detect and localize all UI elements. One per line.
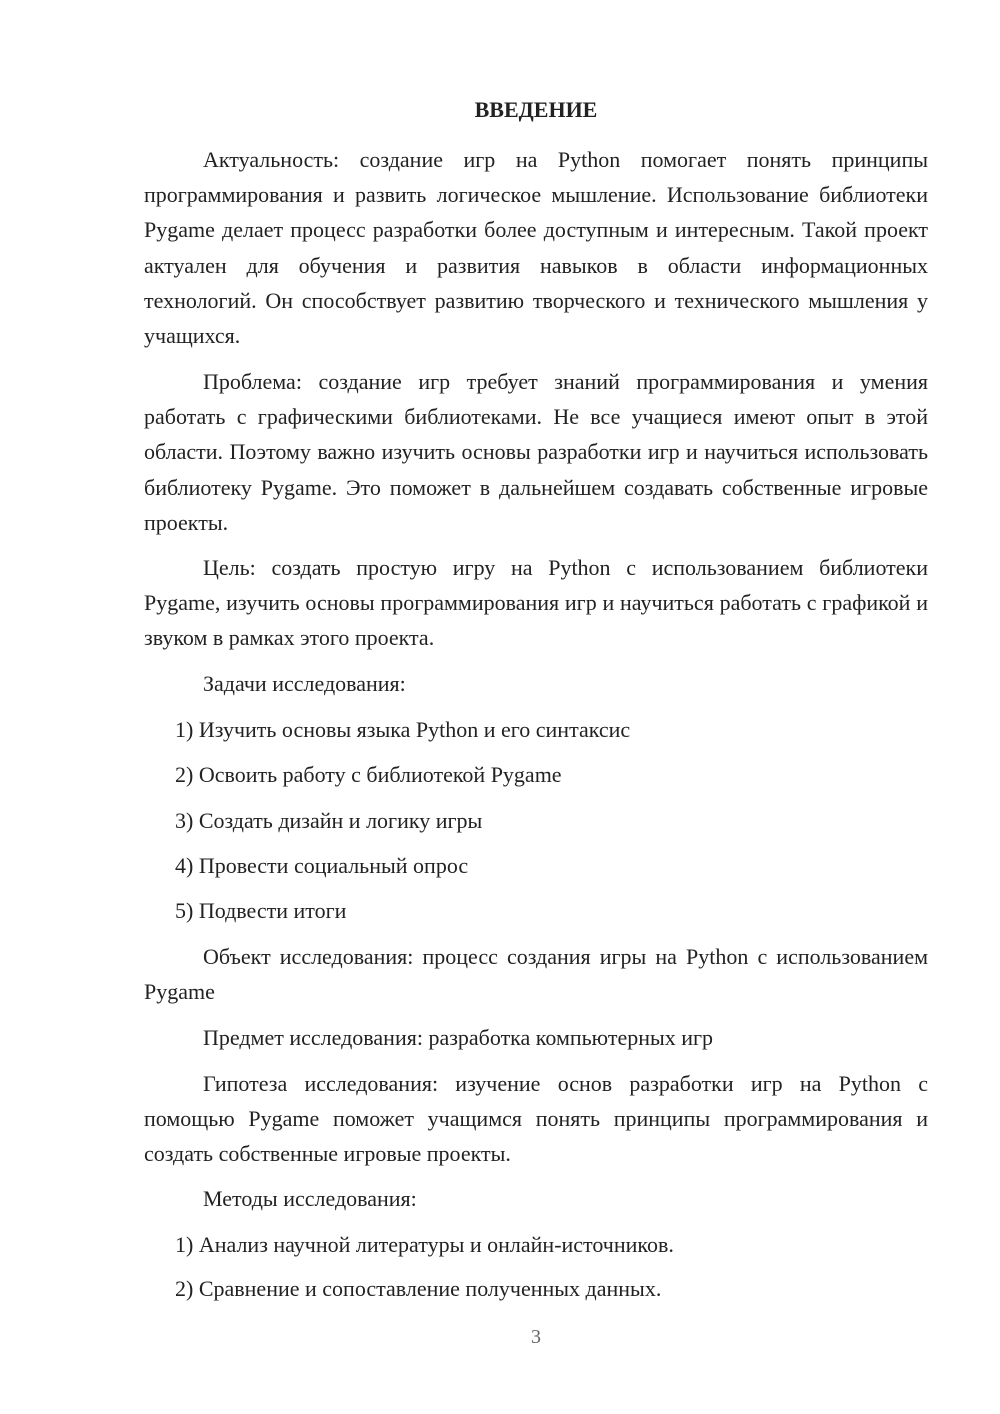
paragraph-hypothesis: Гипотеза исследования: изучение основ разработки игр на Python с помощью Pygame поможет учащимся понять принципы программирования и создать собственные игровые проекты.: [144, 1071, 928, 1167]
task-item-1: 1) Изучить основы языка Python и его синтаксис: [175, 717, 631, 742]
task-item-5: 5) Подвести итоги: [175, 898, 347, 923]
task-item-2: 2) Освоить работу с библиотекой Pygame: [175, 762, 562, 787]
page-title: ВВЕДЕНИЕ: [474, 97, 598, 122]
paragraph-problem: Проблема: создание игр требует знаний программирования и умения работать с графическими библиотеками. Не все учащиеся имеют опыт в этой области. Поэтому важно изучить основы разработки игр и научиться использовать библиотеку Pygame. Это поможет в дальнейшем создавать собственные игровые проекты.: [144, 369, 928, 535]
task-item-3: 3) Создать дизайн и логику игры: [175, 808, 483, 833]
paragraph-relevance: Актуальность: создание игр на Python помогает понять принципы программирования и развить логическое мышление. Использование библиотеки Pygame делает процесс разработки более доступным и интересным. Такой проект актуален для обучения и развития навыков в области информационных технологий. Он способствует развитию творческого и технического мышления у учащихся.: [144, 147, 928, 349]
paragraph-goal: Цель: создать простую игру на Python с использованием библиотеки Pygame, изучить основы программирования игр и научиться работать с графикой и звуком в рамках этого проекта.: [144, 555, 928, 651]
paragraph-subject: Предмет исследования: разработка компьютерных игр: [203, 1025, 714, 1050]
page-number: 3: [531, 1326, 541, 1348]
method-item-2: 2) Сравнение и сопоставление полученных данных.: [175, 1276, 662, 1301]
method-item-1: 1) Анализ научной литературы и онлайн-источников.: [175, 1232, 674, 1257]
tasks-heading: Задачи исследования:: [203, 671, 406, 696]
task-item-4: 4) Провести социальный опрос: [175, 853, 469, 878]
methods-heading: Методы исследования:: [203, 1186, 417, 1211]
paragraph-object: Объект исследования: процесс создания игры на Python с использованием Pygame: [144, 944, 928, 1005]
